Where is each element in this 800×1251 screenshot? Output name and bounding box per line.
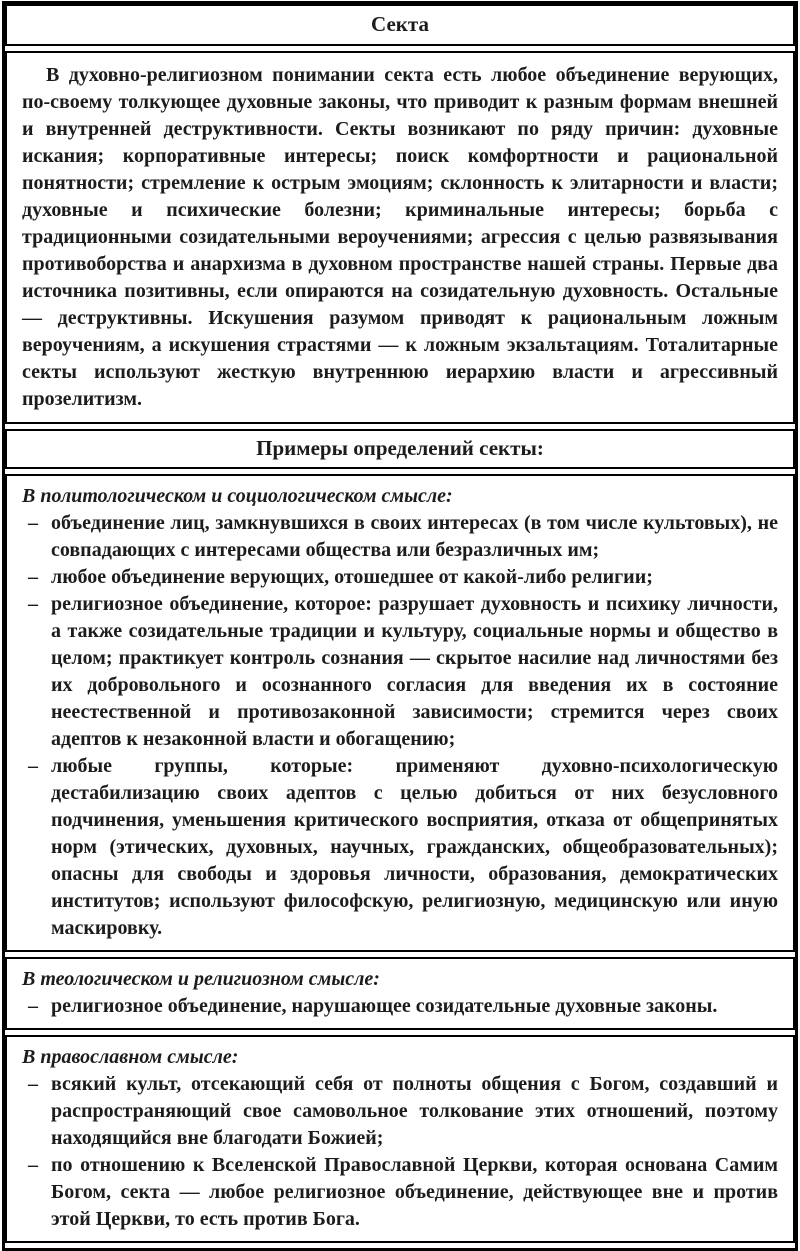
definition-item	[22, 1152, 778, 1233]
title-row	[5, 4, 795, 46]
section-heading: В теологическом и религиозном смысле:	[22, 968, 380, 990]
intro-section	[5, 51, 795, 424]
definition-item-text: любые группы, которые: применяют духовно-психологическую дестабилизацию своих адептов с целью добиться от них безусловного подчинения, уменьшения критического восприятия, отказа от общепринятых норм (этических, духовных, научных, гражданских, общеобразовательных); опасны для свободы и здоровья личности, образования, демократических институтов; используют философскую, религиозную, медицинскую или иную маскировку.	[51, 755, 778, 939]
examples-header-row	[5, 429, 795, 469]
dash-bullet: –	[28, 593, 38, 615]
definition-item	[22, 1071, 778, 1152]
dash-bullet: –	[28, 566, 38, 588]
definition-item-text: религиозное объединение, которое: разрушает духовность и психику личности, а также созидательные традиции и культуру, социальные нормы и общество в целом; практикует контроль сознания — скрытое насилие над личностями без их добровольного и осознанного согласия для введения их в состояние неестественной и противозаконной зависимости; стремится через своих адептов к незаконной власти и обогащению;	[51, 593, 778, 750]
document-table	[2, 1, 798, 1251]
definition-list	[22, 1071, 778, 1233]
section-orthodox	[5, 1035, 795, 1243]
definition-item	[22, 993, 778, 1020]
examples-title: Примеры определений секты:	[256, 436, 544, 460]
definition-item-text: объединение лиц, замкнувшихся в своих интересах (в том числе культовых), не совпадающих с интересами общества или безразличных им;	[51, 512, 778, 561]
definition-item-text: по отношению к Вселенской Православной Церкви, которая основана Самим Богом, секта — любое религиозное объединение, действующее вне и против этой Церкви, то есть против Бога.	[51, 1154, 778, 1230]
dash-bullet: –	[28, 755, 38, 777]
definition-item	[22, 591, 778, 753]
page-title: Секта	[371, 12, 429, 36]
intro-paragraph: В духовно-религиозном понимании секта есть любое объединение верующих, по-своему толкующее духовные законы, что приводит к разным формам внешней и внутренней деструктивности. Секты возникают по ряду причин: духовные искания; корпоративные интересы; поиск комфортности и рациональной понятности; стремление к острым эмоциям; склонность к элитарности и власти; духовные и психические болезни; криминальные интересы; борьба с традиционными созидательными вероучениями; агрессия с целью развязывания противоборства и анархизма в духовном пространстве нашей страны. Первые два источника позитивны, если опираются на созидательную духовность. Остальные — деструктивны. Искушения разумом приводят к рациональным ложным вероучениям, а искушения страстями — к ложным экзальтациям. Тоталитарные секты используют жесткую внутреннюю иерархию власти и агрессивный прозелитизм.	[22, 64, 778, 410]
definition-list	[22, 993, 778, 1020]
section-heading: В православном смысле:	[22, 1046, 239, 1068]
dash-bullet: –	[28, 512, 38, 534]
dash-bullet: –	[28, 1154, 38, 1176]
definition-list	[22, 510, 778, 942]
dash-bullet: –	[28, 1073, 38, 1095]
definition-item-text: всякий культ, отсекающий себя от полноты общения с Богом, создавший и распространяющий свое самовольное толкование этих отношений, поэтому находящийся вне благодати Божией;	[51, 1073, 778, 1149]
definition-item-text: любое объединение верующих, отошедшее от какой-либо религии;	[51, 566, 653, 588]
section-political-sociological	[5, 474, 795, 952]
definition-item	[22, 510, 778, 564]
section-heading: В политологическом и социологическом смысле:	[22, 485, 453, 507]
definition-item	[22, 753, 778, 942]
section-theological-religious	[5, 957, 795, 1030]
definition-item	[22, 564, 778, 591]
dash-bullet: –	[28, 995, 38, 1017]
definition-item-text: религиозное объединение, нарушающее созидательные духовные законы.	[51, 995, 718, 1017]
